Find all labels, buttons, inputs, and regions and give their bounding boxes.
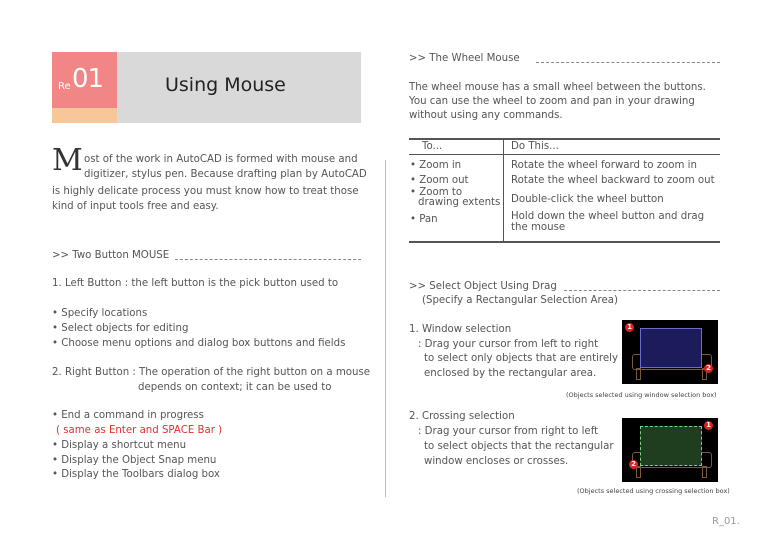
select-subheading: (Specify a Rectangular Selection Area) (422, 295, 618, 306)
select-heading: >> Select Object Using Drag (409, 281, 557, 292)
title-box (117, 52, 361, 123)
section-number: 01 (72, 64, 104, 94)
table-cell-do: the mouse (511, 222, 566, 233)
page-number: R_01. (712, 516, 740, 527)
table-cell-do: Rotate the wheel backward to zoom out (511, 175, 715, 186)
intro-line-3: is highly delicate process you must know how to treat those (52, 186, 359, 197)
heading-rule (175, 259, 361, 260)
left-item: • Select objects for editing (52, 323, 189, 334)
window-selection-illustration (622, 320, 718, 384)
table-rule (409, 138, 720, 140)
window-selection-text: : Drag your cursor from left to right (418, 339, 599, 350)
left-item: • Choose menu options and dialog box buttons and fields (52, 338, 346, 349)
table-cell-do: Rotate the wheel forward to zoom in (511, 160, 697, 171)
left-item: • Specify locations (52, 308, 148, 319)
dropcap: M (52, 143, 83, 178)
table-rule (409, 154, 720, 155)
crossing-selection-illustration (622, 418, 718, 482)
window-selection-text: enclosed by the rectangular area. (424, 368, 597, 379)
table-rule (503, 138, 504, 242)
table-header-to: To... (422, 141, 443, 152)
table-rule (409, 241, 720, 243)
intro-line-4: kind of input tools free and easy. (52, 201, 219, 212)
corner-badge-2: 2 (629, 460, 638, 469)
corner-badge-1: 1 (704, 421, 713, 430)
right-button-text: 2. Right Button : The operation of the right button on a mouse (52, 367, 371, 378)
right-item-note: ( same as Enter and SPACE Bar ) (56, 425, 223, 436)
window-selection-title: 1. Window selection (409, 324, 512, 335)
wheel-desc: The wheel mouse has a small wheel between the buttons. (409, 82, 706, 93)
heading-rule (564, 290, 720, 291)
right-item: • Display the Object Snap menu (52, 455, 217, 466)
table-cell-to: • Pan (410, 214, 438, 225)
two-button-heading: >> Two Button MOUSE (52, 250, 170, 261)
crossing-selection-text: : Drag your cursor from right to left (418, 426, 599, 437)
window-caption: (Objects selected using window selection box) (566, 391, 717, 399)
sofa-leg (702, 466, 707, 478)
crossing-caption: (Objects selected using crossing selection box) (577, 487, 730, 495)
right-item: • Display a shortcut menu (52, 440, 187, 451)
wheel-heading: >> The Wheel Mouse (409, 53, 520, 64)
page-title: Using Mouse (165, 74, 286, 96)
selection-box (640, 328, 702, 368)
sofa-leg (636, 368, 641, 380)
column-divider (385, 160, 386, 497)
table-cell-to: • Zoom in (410, 160, 462, 171)
corner-badge-2: 2 (704, 364, 713, 373)
heading-rule (536, 62, 720, 63)
table-cell-do: Hold down the wheel button and drag (511, 211, 705, 222)
left-button-text: 1. Left Button : the left button is the pick button used to (52, 278, 339, 289)
table-cell-do: Double-click the wheel button (511, 194, 664, 205)
table-cell-to: drawing extents (418, 197, 501, 208)
table-cell-to: • Zoom out (410, 175, 469, 186)
right-item: • Display the Toolbars dialog box (52, 469, 220, 480)
crossing-selection-title: 2. Crossing selection (409, 411, 515, 422)
wheel-desc: without using any commands. (409, 110, 563, 121)
table-cell-to: • Zoom to (410, 187, 463, 198)
window-selection-text: to select only objects that are entirely (424, 353, 618, 364)
table-header-do: Do This... (511, 141, 559, 152)
right-button-text-2: depends on context; it can be used to (138, 382, 332, 393)
crossing-selection-text: window encloses or crosses. (424, 456, 569, 467)
section-number-box (52, 52, 117, 108)
accent-strip (52, 108, 117, 123)
wheel-desc: You can use the wheel to zoom and pan in your drawing (409, 96, 695, 107)
selection-box (640, 426, 702, 466)
re-label: Re (58, 81, 71, 92)
right-item: • End a command in progress (52, 410, 204, 421)
intro-line-2: digitizer, stylus pen. Because drafting plan by AutoCAD (84, 169, 367, 180)
corner-badge-1: 1 (625, 323, 634, 332)
crossing-selection-text: to select objects that the rectangular (424, 441, 614, 452)
intro-line-1: ost of the work in AutoCAD is formed with mouse and (84, 154, 358, 165)
sofa-leg (636, 466, 641, 478)
